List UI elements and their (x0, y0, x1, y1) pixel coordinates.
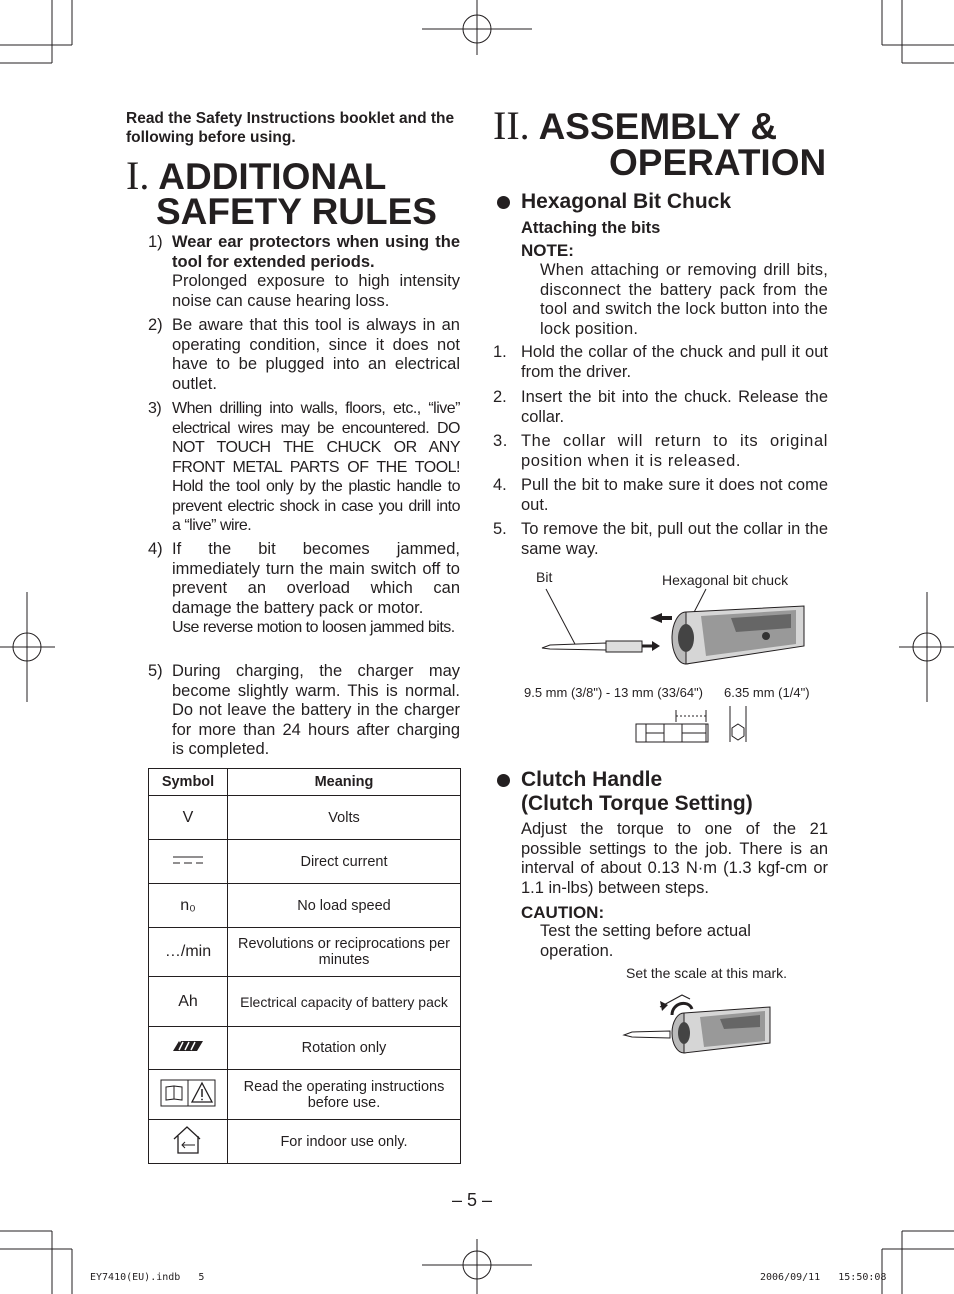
drill-bit-chuck-illustration (536, 586, 806, 668)
symbol-cell (149, 1027, 228, 1070)
meaning-cell: For indoor use only. (228, 1120, 461, 1164)
symbol-cell: n₀ (149, 884, 228, 928)
section-numeral: I. (126, 153, 150, 198)
caution-label: CAUTION: (521, 903, 605, 922)
rule-number: 4) (148, 540, 163, 558)
symbol-cell (149, 1070, 228, 1120)
step-number: 5. (493, 520, 507, 538)
section-title-safety (126, 153, 387, 198)
meaning-cell: Revolutions or reciprocations per minutes (228, 928, 461, 977)
meaning-cell: Read the operating instructions before use. (228, 1070, 461, 1120)
section-numeral: II. (493, 103, 530, 148)
rule-number: 5) (148, 662, 163, 680)
hex-chuck-heading: Hexagonal Bit Chuck (521, 190, 732, 213)
indoor-use-house-icon (171, 1125, 205, 1155)
fig-dimension-length: 9.5 mm (3/8") - 13 mm (33/64") (524, 685, 703, 700)
meaning-cell: Direct current (228, 840, 461, 884)
clutch-handle-illustration (620, 985, 772, 1057)
step-number: 4. (493, 476, 507, 494)
fig-dimension-width: 6.35 mm (1/4") (724, 685, 810, 700)
step-text: To remove the bit, pull out the collar in the same way. (521, 520, 828, 558)
clutch-text: Adjust the torque to one of the 21 possible settings to the job. There is an interval of about 0.13 N·m (1.3 kgf-cm or 1.1 in-lbs) between steps. (521, 820, 828, 897)
symbol-cell (149, 1120, 228, 1164)
note-text: When attaching or removing drill bits, disconnect the battery pack from the tool and switch the lock button into the lock position. (540, 261, 828, 338)
step-number: 3. (493, 432, 508, 450)
clutch-heading-line-1: Clutch Handle (521, 768, 663, 791)
rule-item-5 (148, 662, 460, 760)
rule-bold-text: Wear ear protectors when using the tool for extended periods. (172, 233, 460, 271)
rule-text: Be aware that this tool is always in an operating condition, since it does not have to be plugged into an electrical outlet. (172, 316, 460, 393)
header-symbol: Symbol (149, 769, 228, 796)
rule-text-2: Use reverse motion to loosen jammed bits. (172, 619, 455, 636)
symbol-cell (149, 840, 228, 884)
table-row (149, 1120, 461, 1164)
meaning-cell: Rotation only (228, 1027, 461, 1070)
meaning-cell: No load speed (228, 884, 461, 928)
step-text: Insert the bit into the chuck. Release the collar. (521, 388, 828, 426)
table-row (149, 796, 461, 840)
rule-number: 2) (148, 316, 163, 334)
attaching-subheading: Attaching the bits (521, 219, 661, 237)
table-row (149, 840, 461, 884)
table-row (149, 1070, 461, 1120)
step-item-2 (493, 388, 828, 427)
caution-text: Test the setting before actual operation. (540, 922, 751, 960)
footer-file-name: EY7410(EU).indb 5 (90, 1272, 205, 1283)
title-line-1: ADDITIONAL (158, 156, 387, 197)
rule-item-4 (148, 540, 460, 638)
title-line-2: OPERATION (609, 142, 827, 183)
rule-item-1 (148, 233, 460, 311)
step-item-5 (493, 520, 828, 559)
bit-dimension-diagram (630, 700, 750, 750)
direct-current-icon (171, 854, 205, 866)
title-line-1: ASSEMBLY & (538, 106, 778, 147)
symbol-cell: Ah (149, 977, 228, 1027)
rule-text: During charging, the charger may become slightly warm. This is normal. Do not leave the battery in the charger for more than 24 hours after charging is completed. (172, 662, 460, 758)
table-row (149, 1027, 461, 1070)
step-item-4 (493, 476, 828, 515)
fig-label-chuck: Hexagonal bit chuck (662, 572, 789, 588)
fig-label-bit: Bit (536, 569, 553, 585)
rule-text: When drilling into walls, floors, etc., “live” electrical wires may be encountered. DO NOT TOUCH THE CHUCK OR ANY FRONT METAL PARTS OF THE TOOL! Hold the tool only by the plastic handle to prevent electric shock in case you drill into a “live” wire. (172, 400, 460, 534)
step-text: Hold the collar of the chuck and pull it out from the driver. (521, 343, 828, 381)
meaning-cell: Volts (228, 796, 461, 840)
rule-text: Prolonged exposure to high intensity noise can cause hearing loss. (172, 272, 460, 310)
table-row (149, 928, 461, 977)
bullet-icon (497, 774, 510, 787)
header-meaning: Meaning (228, 769, 461, 796)
step-number: 1. (493, 343, 507, 361)
footer-timestamp: 2006/09/11 15:50:08 (760, 1272, 887, 1283)
note-label: NOTE: (521, 241, 574, 260)
section-title-assembly (493, 103, 778, 148)
step-item-1 (493, 343, 828, 382)
rule-item-2 (148, 316, 460, 394)
symbol-table (148, 768, 461, 1164)
step-item-3 (493, 432, 828, 471)
rule-number: 1) (148, 233, 163, 251)
read-instructions-warning-icon (160, 1079, 216, 1107)
clutch-fig-label: Set the scale at this mark. (626, 965, 788, 981)
clutch-heading-line-2: (Clutch Torque Setting) (521, 792, 753, 815)
table-row (149, 884, 461, 928)
meaning-cell: Electrical capacity of battery pack (228, 977, 461, 1027)
rotation-icon (171, 1039, 205, 1053)
rule-item-3 (148, 399, 460, 536)
table-header-row (149, 769, 461, 796)
rule-text: If the bit becomes jammed, immediately turn the main switch off to prevent an overload which can damage the battery pack or motor. (172, 540, 460, 617)
lead-note: Read the Safety Instructions booklet and the following before using. (126, 110, 455, 146)
rule-number: 3) (148, 400, 162, 417)
symbol-cell: …/min (149, 928, 228, 977)
title-line-2: SAFETY RULES (156, 191, 437, 232)
step-text: The collar will return to its original position when it is released. (521, 432, 828, 470)
step-number: 2. (493, 388, 507, 406)
symbol-cell: V (149, 796, 228, 840)
table-row (149, 977, 461, 1027)
bullet-icon (497, 196, 510, 209)
page-number: – 5 – (452, 1190, 493, 1210)
step-text: Pull the bit to make sure it does not come out. (521, 476, 828, 514)
